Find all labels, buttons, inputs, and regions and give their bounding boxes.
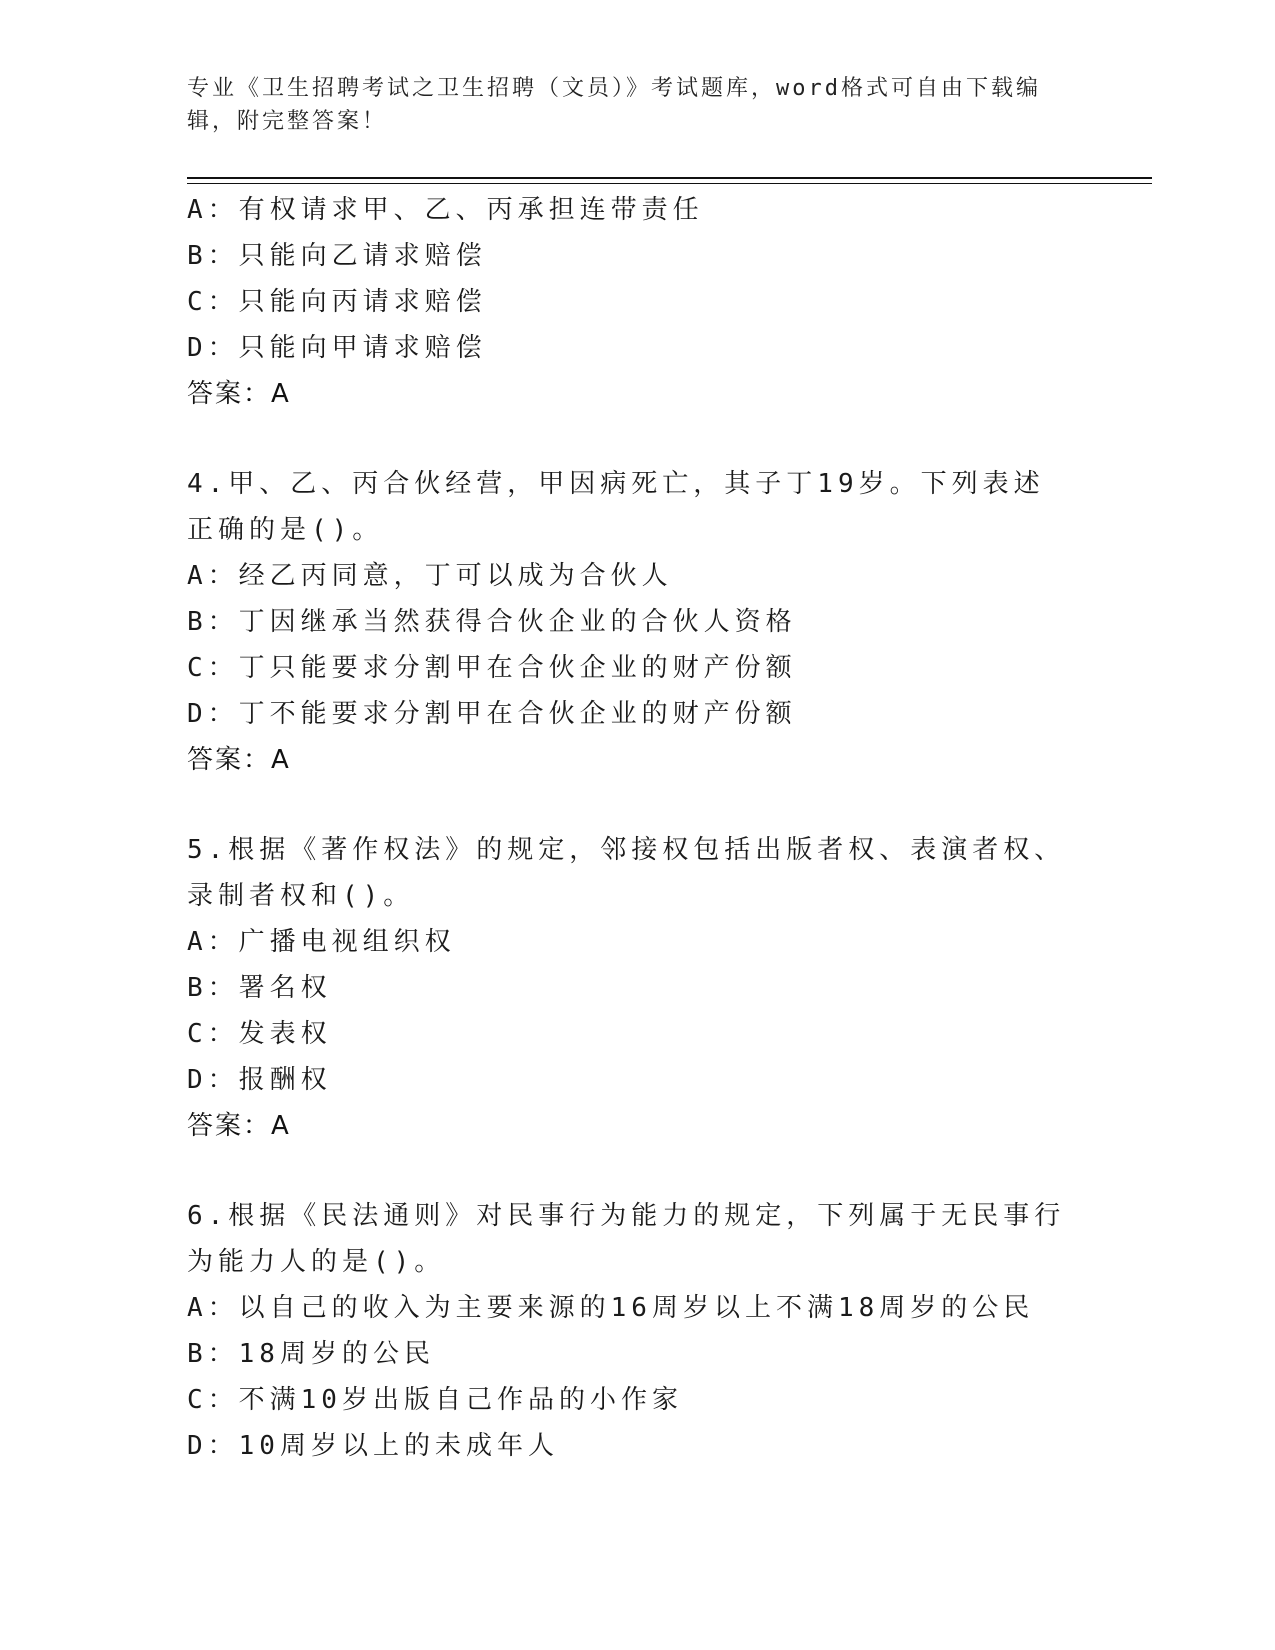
question-stem: 5.根据《著作权法》的规定，邻接权包括出版者权、表演者权、录制者权和()。 xyxy=(187,835,1066,911)
answer-line: 答案：A xyxy=(187,1111,291,1141)
option-b: B：只能向乙请求赔偿 xyxy=(187,241,487,271)
spacer xyxy=(187,783,1087,827)
option-c: C：不满10岁出版自己作品的小作家 xyxy=(187,1385,683,1415)
option-a: A：有权请求甲、乙、丙承担连带责任 xyxy=(187,195,704,225)
option-b: B：署名权 xyxy=(187,973,332,1003)
option-a: A：以自己的收入为主要来源的16周岁以上不满18周岁的公民 xyxy=(187,1293,1035,1323)
answer-line: 答案：A xyxy=(187,379,291,409)
option-d: D：只能向甲请求赔偿 xyxy=(187,333,487,363)
answer-line: 答案：A xyxy=(187,745,291,775)
question-5 xyxy=(187,827,1087,1149)
document-header: 专业《卫生招聘考试之卫生招聘（文员）》考试题库，word格式可自由下载编辑，附完整答案！ xyxy=(187,76,1041,134)
question-list xyxy=(187,187,1087,1469)
option-c: C：只能向丙请求赔偿 xyxy=(187,287,487,317)
question-4 xyxy=(187,461,1087,783)
option-d: D：10周岁以上的未成年人 xyxy=(187,1431,559,1461)
header-divider-thin xyxy=(187,183,1152,184)
option-d: D：丁不能要求分割甲在合伙企业的财产份额 xyxy=(187,699,797,729)
question-stem: 6.根据《民法通则》对民事行为能力的规定，下列属于无民事行为能力人的是()。 xyxy=(187,1201,1066,1277)
option-a: A：广播电视组织权 xyxy=(187,927,456,957)
option-b: B：丁因继承当然获得合伙企业的合伙人资格 xyxy=(187,607,797,637)
option-b: B：18周岁的公民 xyxy=(187,1339,435,1369)
option-c: C：发表权 xyxy=(187,1019,332,1049)
question-stem: 4.甲、乙、丙合伙经营，甲因病死亡，其子丁19岁。下列表述正确的是()。 xyxy=(187,469,1045,545)
option-c: C：丁只能要求分割甲在合伙企业的财产份额 xyxy=(187,653,797,683)
question-6 xyxy=(187,1193,1087,1469)
question-3 xyxy=(187,187,1087,417)
header-divider-thick xyxy=(187,177,1152,179)
option-a: A：经乙丙同意，丁可以成为合伙人 xyxy=(187,561,673,591)
spacer xyxy=(187,417,1087,461)
spacer xyxy=(187,1149,1087,1193)
option-d: D：报酬权 xyxy=(187,1065,332,1095)
